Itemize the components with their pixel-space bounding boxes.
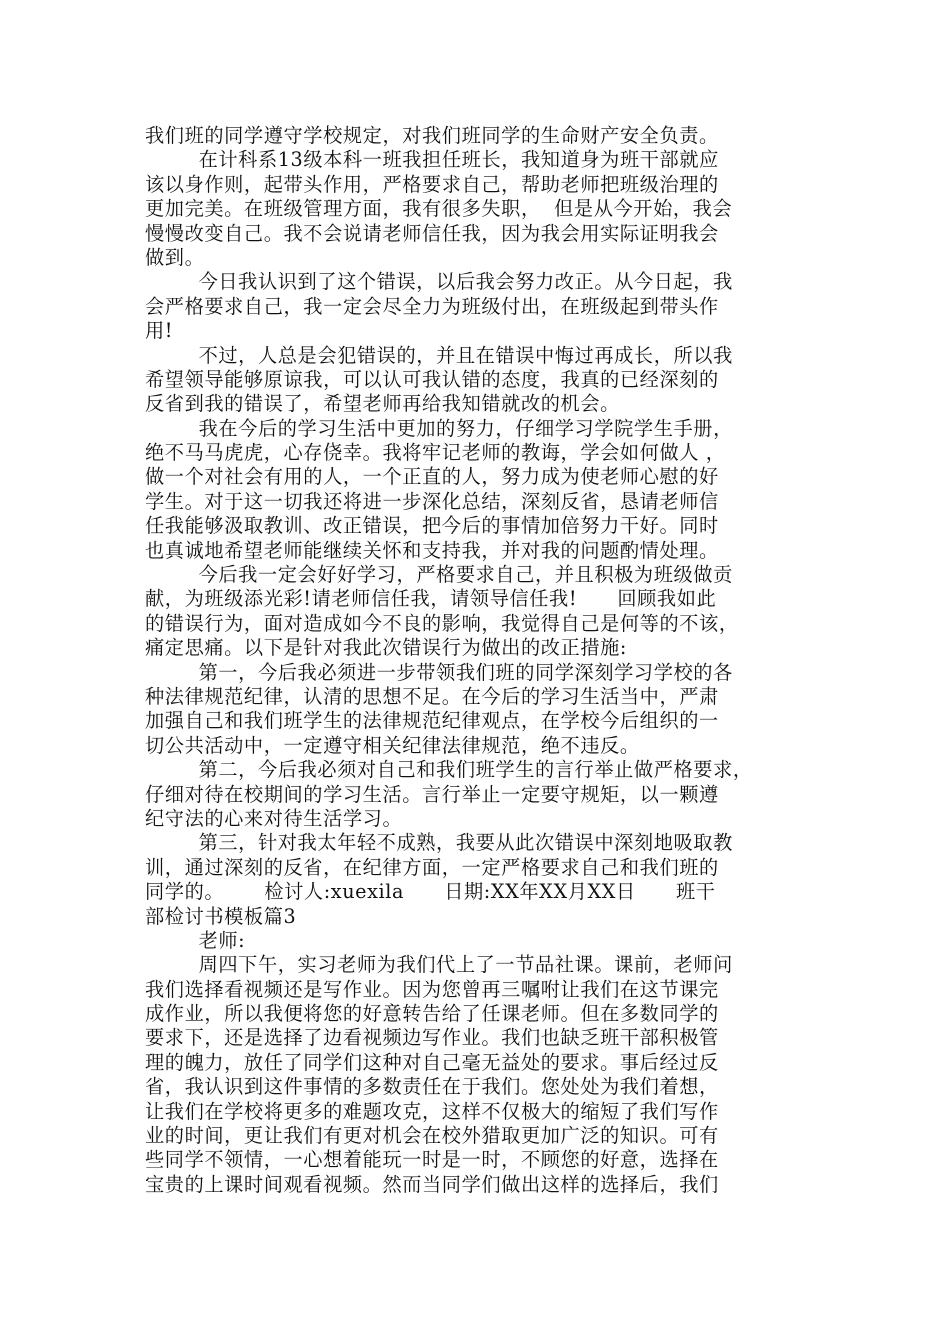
text-line: 献，为班级添光彩!请老师信任我，请领导信任我! 回顾我如此 (145, 587, 717, 611)
text-line: 慢慢改变自己。我不会说请老师信任我，因为我会用实际证明我会 (145, 221, 719, 245)
text-line: 业的时间，更让我们有更对机会在校外猎取更加广泛的知识。可有 (145, 1124, 719, 1148)
text-line: 用! (145, 319, 174, 343)
text-line: 的错误行为，面对造成如今不良的影响，我觉得自己是何等的不该， (145, 611, 739, 635)
text-line: 希望领导能够原谅我，可以认可我认错的态度，我真的已经深刻的 (145, 367, 719, 391)
text-line: 宝贵的上课时间观看视频。然而当同学们做出这样的选择后，我们 (145, 1172, 719, 1196)
text-line: 反省到我的错误了，希望老师再给我知错就改的机会。 (145, 392, 620, 416)
text-line: 我们选择看视频还是写作业。因为您曾再三嘱咐让我们在这节课完 (145, 977, 719, 1001)
text-line: 第三，针对我太年轻不成熟，我要从此次错误中深刻地吸取教 (145, 831, 733, 855)
text-line: 该以身作则，起带头作用，严格要求自己，帮助老师把班级治理的 (145, 172, 719, 196)
text-line: 种法律规范纪律，认清的思想不足。在今后的学习生活当中，严肃 (145, 684, 719, 708)
text-line: 学生。对于这一切我还将进一步深化总结，深刻反省，恳请老师信 (145, 489, 719, 513)
text-line: 今日我认识到了这个错误，以后我会努力改正。从今日起，我 (145, 270, 733, 294)
text-line: 今后我一定会好好学习，严格要求自己，并且积极为班级做贡 (145, 563, 733, 587)
text-line: 也真诚地希望老师能继续关怀和支持我，并对我的问题酌情处理。 (145, 538, 719, 562)
text-line: 我在今后的学习生活中更加的努力，仔细学习学院学生手册， (145, 416, 733, 440)
text-line: 训，通过深刻的反省，在纪律方面，一定严格要求自己和我们班的 (145, 855, 719, 879)
text-line: 纪守法的心来对待生活学习。 (145, 806, 403, 830)
text-line: 痛定思痛。以下是针对我此次错误行为做出的改正措施: (145, 636, 627, 660)
text-line: 第一，今后我必须进一步带领我们班的同学深刻学习学校的各 (145, 660, 733, 684)
text-line: 加强自己和我们班学生的法律规范纪律观点，在学校今后组织的一 (145, 709, 719, 733)
text-line: 绝不马马虎虎，心存侥幸。我将牢记老师的教诲，学会如何做人 ， (145, 441, 726, 465)
text-line: 同学的。 检讨人:xuexila 日期:XX年XX月XX日 班干 (145, 880, 716, 904)
text-line: 做到。 (145, 245, 205, 269)
text-line: 任我能够汲取教训、改正错误，把今后的事情加倍努力干好。同时 (145, 514, 719, 538)
text-line: 会严格要求自己，我一定会尽全力为班级付出，在班级起到带头作 (145, 294, 719, 318)
text-line: 理的魄力，放任了同学们这种对自己毫无益处的要求。事后经过反 (145, 1050, 719, 1074)
text-line: 在计科系13级本科一班我担任班长，我知道身为班干部就应 (145, 148, 719, 172)
text-line: 些同学不领情，一心想着能玩一时是一时，不顾您的好意，选择在 (145, 1148, 719, 1172)
text-line: 我们班的同学遵守学校规定，对我们班同学的生命财产安全负责。 (145, 124, 719, 147)
text-line: 仔细对待在校期间的学习生活。言行举止一定要守规矩，以一颗遵 (145, 782, 719, 806)
text-line: 让我们在学校将更多的难题攻克，这样不仅极大的缩短了我们写作 (145, 1099, 719, 1123)
text-line: 周四下午，实习老师为我们代上了一节品社课。课前，老师问 (145, 953, 733, 977)
document-body (145, 124, 807, 1197)
text-line: 第二，今后我必须对自己和我们班学生的言行举止做严格要求， (145, 758, 753, 782)
text-line: 老师: (145, 928, 246, 952)
text-line: 省，我认识到这件事情的多数责任在于我们。您处处为我们着想， (145, 1075, 719, 1099)
text-line: 更加完美。在班级管理方面，我有很多失职， 但是从今开始，我会 (145, 197, 733, 221)
text-line: 做一个对社会有用的人，一个正直的人，努力成为使老师心慰的好 (145, 465, 719, 489)
text-line: 部检讨书模板篇3 (145, 904, 297, 928)
text-line: 不过，人总是会犯错误的，并且在错误中悔过再成长，所以我 (145, 343, 733, 367)
text-line: 成作业，所以我便将您的好意转告给了任课老师。但在多数同学的 (145, 1002, 719, 1026)
text-line: 要求下，还是选择了边看视频边写作业。我们也缺乏班干部积极管 (145, 1026, 719, 1050)
text-line: 切公共活动中，一定遵守相关纪律法律规范，绝不违反。 (145, 733, 640, 757)
